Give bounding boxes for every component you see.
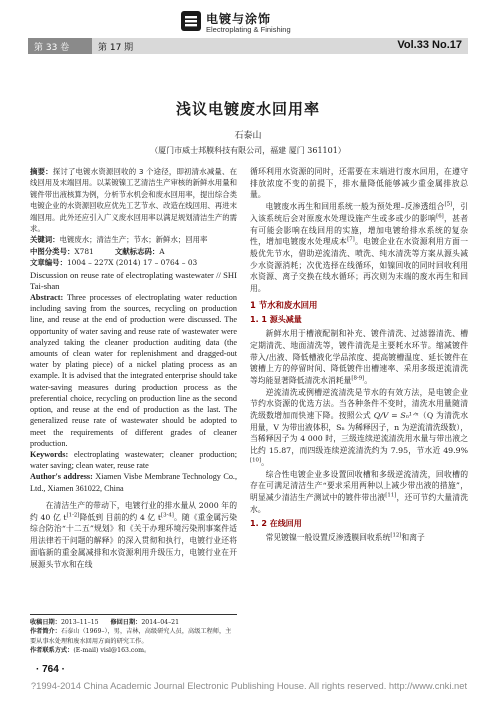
citation: [10]: [250, 457, 262, 464]
abstract-text: 探讨了电镀水资源回收的 3 个途径，即初清水减量、在线回用及末端回用。以某镀镍工艺清洁生产审核的新鲜水用量和镀件带出液核算为例，分析节水机会和废水回用率，提出综合类电镀企业的水资源回收应优先工艺节水、改造在线回用、再进末端回用。此外还应引入广义废水回用率以满足规划清洁生产的需求。: [30, 167, 237, 234]
body-paragraph: 循环利用水资源的同时，还需要在末端进行废水回用，在遵守排放浓度不变的前提下，排水量降低能够减少重金属排放总量。: [250, 167, 468, 200]
page-number: · 764 ·: [36, 664, 65, 675]
english-keywords-label: Keywords:: [30, 449, 69, 459]
author-affiliation: （厦门市威士邦膜科技有限公司，福建 厦门 361101）: [150, 146, 346, 155]
english-keywords-text: electroplating wastewater; cleaner production; water saving; clean water, reuse rate: [30, 449, 237, 471]
doc-code-label: 文献标志码：: [114, 246, 160, 256]
citation: [11]: [385, 492, 397, 499]
abstract-label: 摘要：: [30, 167, 53, 176]
body-paragraph: 常见镀镍一般设置反渗透膜回收系统[12]和离子: [265, 532, 425, 543]
journal-logo: [180, 8, 320, 36]
citation: [8-9]: [351, 375, 365, 382]
clc-value: X781: [74, 246, 94, 256]
article-author: 石泰山: [234, 131, 262, 141]
body-paragraph: 逆流清洗或例槽逆流清洗是节水的有效方法，是电镀企业节约水资源的优选方法。当各种条件不变时，清洗水用量随清洗级数增加而快速下降。按照公式 Q/V = Sₙ¹ᐟⁿ（Q 为清洗水用量，V 为带出液体积，Sₙ 为稀释因子，n 为逆流清洗级数），当稀释因子为 4 000 时，三级连续逆流清洗用水量与带出液之比约 15.87，而四级连续逆流清洗约为 7.95，节水近 49.9%[10]。: [250, 387, 469, 467]
english-abstract-label: Abstract:: [30, 293, 64, 303]
citation: [1-2]: [66, 511, 80, 518]
journal-masthead: [0, 0, 496, 62]
volume-cn: 第 33 卷: [34, 43, 70, 53]
received-date: 2013–11–15: [60, 619, 99, 626]
copyright-line: ?1994-2014 China Academic Journal Electronic Publishing House. All rights reserved. http://www.cnki.net: [30, 680, 468, 691]
author-address-label: Author's address:: [30, 472, 93, 482]
issue-bar: [28, 38, 468, 54]
article-title: 浅议电镀废水回用率: [175, 100, 320, 118]
issue-cn: 第 17 期: [98, 43, 134, 53]
author-address-text: Xiamen Visbe Membrane Technology Co., Ltd., Xiamen 361022, China: [30, 472, 238, 493]
article-footnote: 收稿日期：2013–11–15 修回日期：2014–04–21 作者简介：石泰山（1969–），男，吉林，高级研究人员，高级工程师，主要从事水处理和废水回用方面的研究工作。 作者联系方式：(E-mail) visl@163.com。: [30, 614, 237, 656]
article-id-label: 文章编号：: [30, 258, 67, 268]
clc-label: 中图分类号：: [30, 246, 75, 256]
journal-name-en: Electroplating & Finishing: [206, 25, 291, 34]
citation: [12]: [390, 532, 402, 539]
english-abstract-text: Three processes of electroplating water reduction including saving from the sources, recycling on production line, and reuse at the end of production were discussed. The opportunity of water saving and reuse rate of wastewater were analyzed taking the cleaner production auditing data (the amounts of clean water for replenishment and dragged-out water by plating piece) of a nickel plating process as an example. It is advised that the integrated enterprise should take water-saving measures during production process as the preferential choice, recycling on production line as the second option, and reuse at the end of production as the last. The generalized reuse rate of wastewater should be adopted to meet the requirements of different grades of cleaner production.: [30, 293, 237, 448]
author-bio: 石泰山（1969–），男，吉林，高级研究人员，高级工程师，主要从事水处理和废水回用方面的研究工作。: [30, 628, 232, 645]
journal-logo-icon: [180, 10, 202, 32]
subsection-heading: 1. 1 源头减量: [250, 315, 302, 325]
left-column: [30, 166, 237, 571]
subsection-heading: 1. 2 在线回用: [250, 519, 302, 529]
citation: [3-4]: [161, 511, 174, 518]
revised-date: 2014–04–21: [141, 619, 180, 626]
journal-name-cn: 电镀与涂饰: [206, 12, 272, 26]
section-heading: 1 节水和废水回用: [250, 299, 318, 310]
formula: Q/V = Sₙ¹ᐟⁿ: [373, 411, 419, 421]
volume-issue-en: Vol.33 No.17: [397, 39, 462, 51]
citation: [6]: [436, 213, 444, 220]
citation: [7]: [347, 236, 355, 243]
abstract-en: [30, 270, 237, 494]
body-paragraph: 新鲜水用于槽液配制和补充、镀件清洗、过滤器清洗、槽定期清洗、地面清洗等，镀件清洗是主要耗水环节。缩减镀件带入/出液、降低槽液化学品浓度、提高镀槽温度、延长镀件在镀槽上方的停留时间、降低镀件出槽速率、采用多级逆流清洗等均能显著降低清洗水消耗量[8-9]。: [250, 329, 468, 385]
keywords-text: 电镀废水；清洁生产；节水；新鲜水；回用率: [59, 235, 208, 245]
doc-code-value: A: [159, 246, 165, 256]
body-paragraph: 综合性电镀企业多设置回收槽和多级逆流清洗，回收槽的存在可满足清洁生产“要求采用两种以上减少带出液的措施”，明显减少清洁生产测试中的镀件带出液[11]，还可节约大量清洗水。: [250, 469, 469, 514]
body-paragraph: 电镀废水再生和回用系统一般为预处理–反渗透组合[5]，引入该系统后会对原废水处理设施产生或多或少的影响[6]，甚者有可能会影响在线回用的实施，增加电镀给排水系统的复杂性，增加电镀废水处理成本[7]。电镀企业在水资源利用方面一般优先节水，借助逆流清洗、喷洗、纯水清洗等方案从源头减少水资源消耗；次优选择在线循环，如镍回收的同时回收利用水资源、离子交换在线水循环；再次则为末端的废水再生和回用。: [250, 201, 469, 294]
english-title: Discussion on reuse rate of electroplating wastewater // SHI Tai-shan: [30, 269, 237, 291]
intro-paragraph: 在清洁生产的带动下，电镀行业的排水量从 2000 年的约 40 亿 t[1-2]降低到 目前的约 4 亿 t[3-4]。随《重金属污染综合防治“十二五”规划》和《关于办理环境污染刑事案件适用法律若干问题的解释》的深入贯彻和执行，电镀行业还将面临新的重金属减排和水资源利用升级压力，电镀行业在开展源头节水和在线: [30, 500, 237, 569]
citation: [5]: [444, 201, 453, 208]
author-contact: (E-mail) visl@163.com。: [73, 647, 151, 655]
right-column: [250, 166, 468, 544]
abstract-cn: [30, 166, 237, 269]
keywords-label: 关键词：: [30, 235, 60, 245]
article-id-value: 1004 – 227X (2014) 17 – 0764 – 03: [66, 258, 198, 268]
